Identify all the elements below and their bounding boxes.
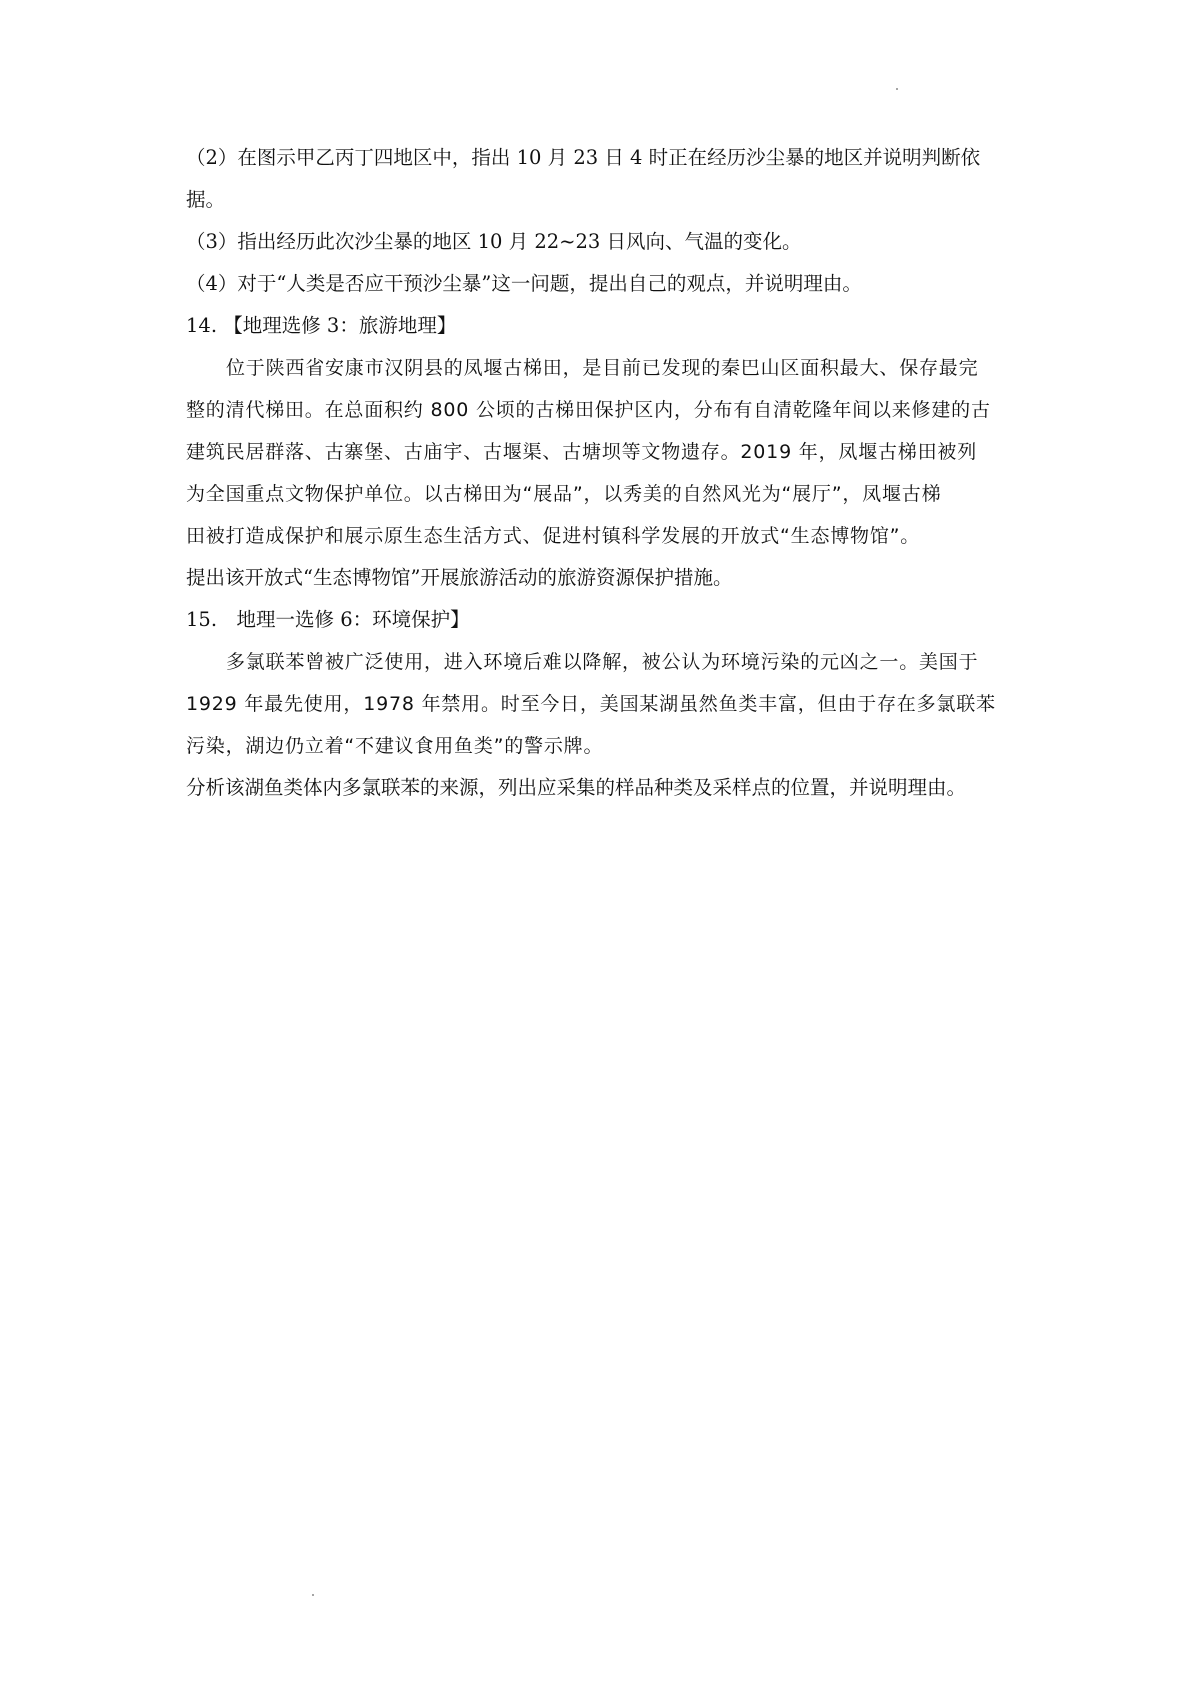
- scan-speck-top: [896, 88, 898, 90]
- q15-heading: 15. 地理一选修 6：环境保护】: [186, 608, 470, 631]
- q15-question: 分析该湖鱼类体内多氯联苯的来源，列出应采集的样品种类及采样点的位置，并说明理由。: [186, 776, 967, 799]
- q14-material-line3: 建筑民居群落、古寨堡、古庙宇、古堰渠、古塘坝等文物遗存。2019 年，凤堰古梯田被列: [186, 441, 977, 463]
- q14-material-line2: 整的清代梯田。在总面积约 800 公顷的古梯田保护区内，分布有自清乾隆年间以来修建的古: [186, 399, 991, 421]
- q13-part3: （3）指出经历此次沙尘暴的地区 10 月 22~23 日风向、气温的变化。: [186, 230, 802, 253]
- q14-material-line5: 田被打造成保护和展示原生态生活方式、促进村镇科学发展的开放式“生态博物馆”。: [186, 525, 921, 547]
- scan-speck-bottom: [312, 1594, 314, 1596]
- q15-material-line3: 污染，湖边仍立着“不建议食用鱼类”的警示牌。: [186, 735, 604, 757]
- q14-heading: 14. 【地理选修 3：旅游地理】: [186, 314, 457, 337]
- q14-material-line1: 位于陕西省安康市汉阴县的凤堰古梯田，是目前已发现的秦巴山区面积最大、保存最完: [226, 357, 979, 379]
- q15-material-line1: 多氯联苯曾被广泛使用，进入环境后难以降解，被公认为环境污染的元凶之一。美国于: [226, 651, 979, 673]
- q14-question: 提出该开放式“生态博物馆”开展旅游活动的旅游资源保护措施。: [186, 566, 733, 589]
- q13-part2-line1: （2）在图示甲乙丙丁四地区中，指出 10 月 23 日 4 时正在经历沙尘暴的地区并说明判断依: [186, 146, 981, 169]
- q15-material-line2: 1929 年最先使用，1978 年禁用。时至今日，美国某湖虽然鱼类丰富，但由于存在多氯联苯: [186, 693, 996, 715]
- q13-part2-line2: 据。: [186, 188, 226, 211]
- q14-material-line4: 为全国重点文物保护单位。以古梯田为“展品”，以秀美的自然风光为“展厅”，凤堰古梯: [186, 483, 942, 505]
- q13-part4: （4）对于“人类是否应干预沙尘暴”这一问题，提出自己的观点，并说明理由。: [186, 272, 862, 295]
